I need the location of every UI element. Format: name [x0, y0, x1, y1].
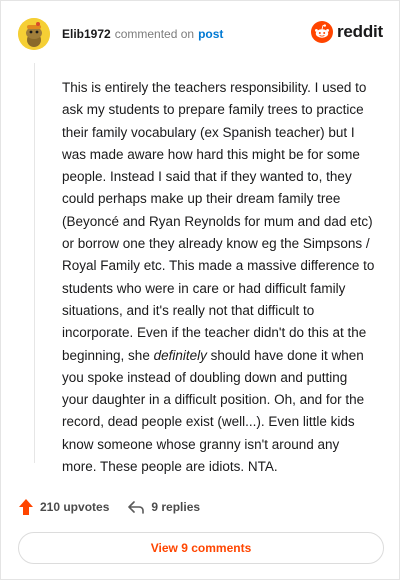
username-link[interactable]: Elib1972 [62, 27, 111, 41]
upvote-arrow-icon [18, 498, 34, 516]
action-text: commented on [114, 27, 195, 41]
thread-line[interactable] [34, 63, 35, 463]
comment-footer [18, 498, 200, 516]
reddit-wordmark: reddit [336, 22, 383, 41]
reddit-brand[interactable] [311, 21, 383, 43]
comment-body-emphasis: definitely [153, 347, 207, 363]
comment-meta [62, 27, 223, 41]
snoo-avatar-icon[interactable] [18, 18, 50, 50]
upvote-count: 210 upvotes [40, 500, 110, 514]
reply-count: 9 replies [151, 500, 201, 514]
reddit-logo-icon [311, 21, 333, 43]
post-link[interactable]: post [198, 27, 224, 41]
reply-arrow-icon [127, 499, 145, 515]
view-comments-button[interactable]: View 9 comments [18, 532, 384, 564]
upvote-button[interactable] [18, 498, 109, 516]
comment-body-part-1: This is entirely the teachers responsibility. I used to ask my students to prepare family trees to practice their family vocabulary (ex Spanish teacher) but I was made aware how hard this might be for some people. Instead I said that if they wanted to, they could perhaps make up their dream family tree (Beyoncé and Ryan Reynolds for mum and dad etc) or borrow one they already know eg the Simpsons / Royal Family etc. This made a massive difference to students who were in care or had difficult family situations, and it's really not that difficult to incorporate. Even if the teacher didn't do this at the beginning, she [62, 80, 375, 363]
comment-body [62, 77, 376, 478]
comment-body-part-2: should have done it when you spoke instead of doubling down and putting your daughter in a difficult position. Oh, and for the record, dead people exist (well...). Even little kids know someone whose granny isn't around any more. These people are idiots. NTA. [62, 347, 365, 475]
replies-button[interactable] [127, 499, 200, 515]
